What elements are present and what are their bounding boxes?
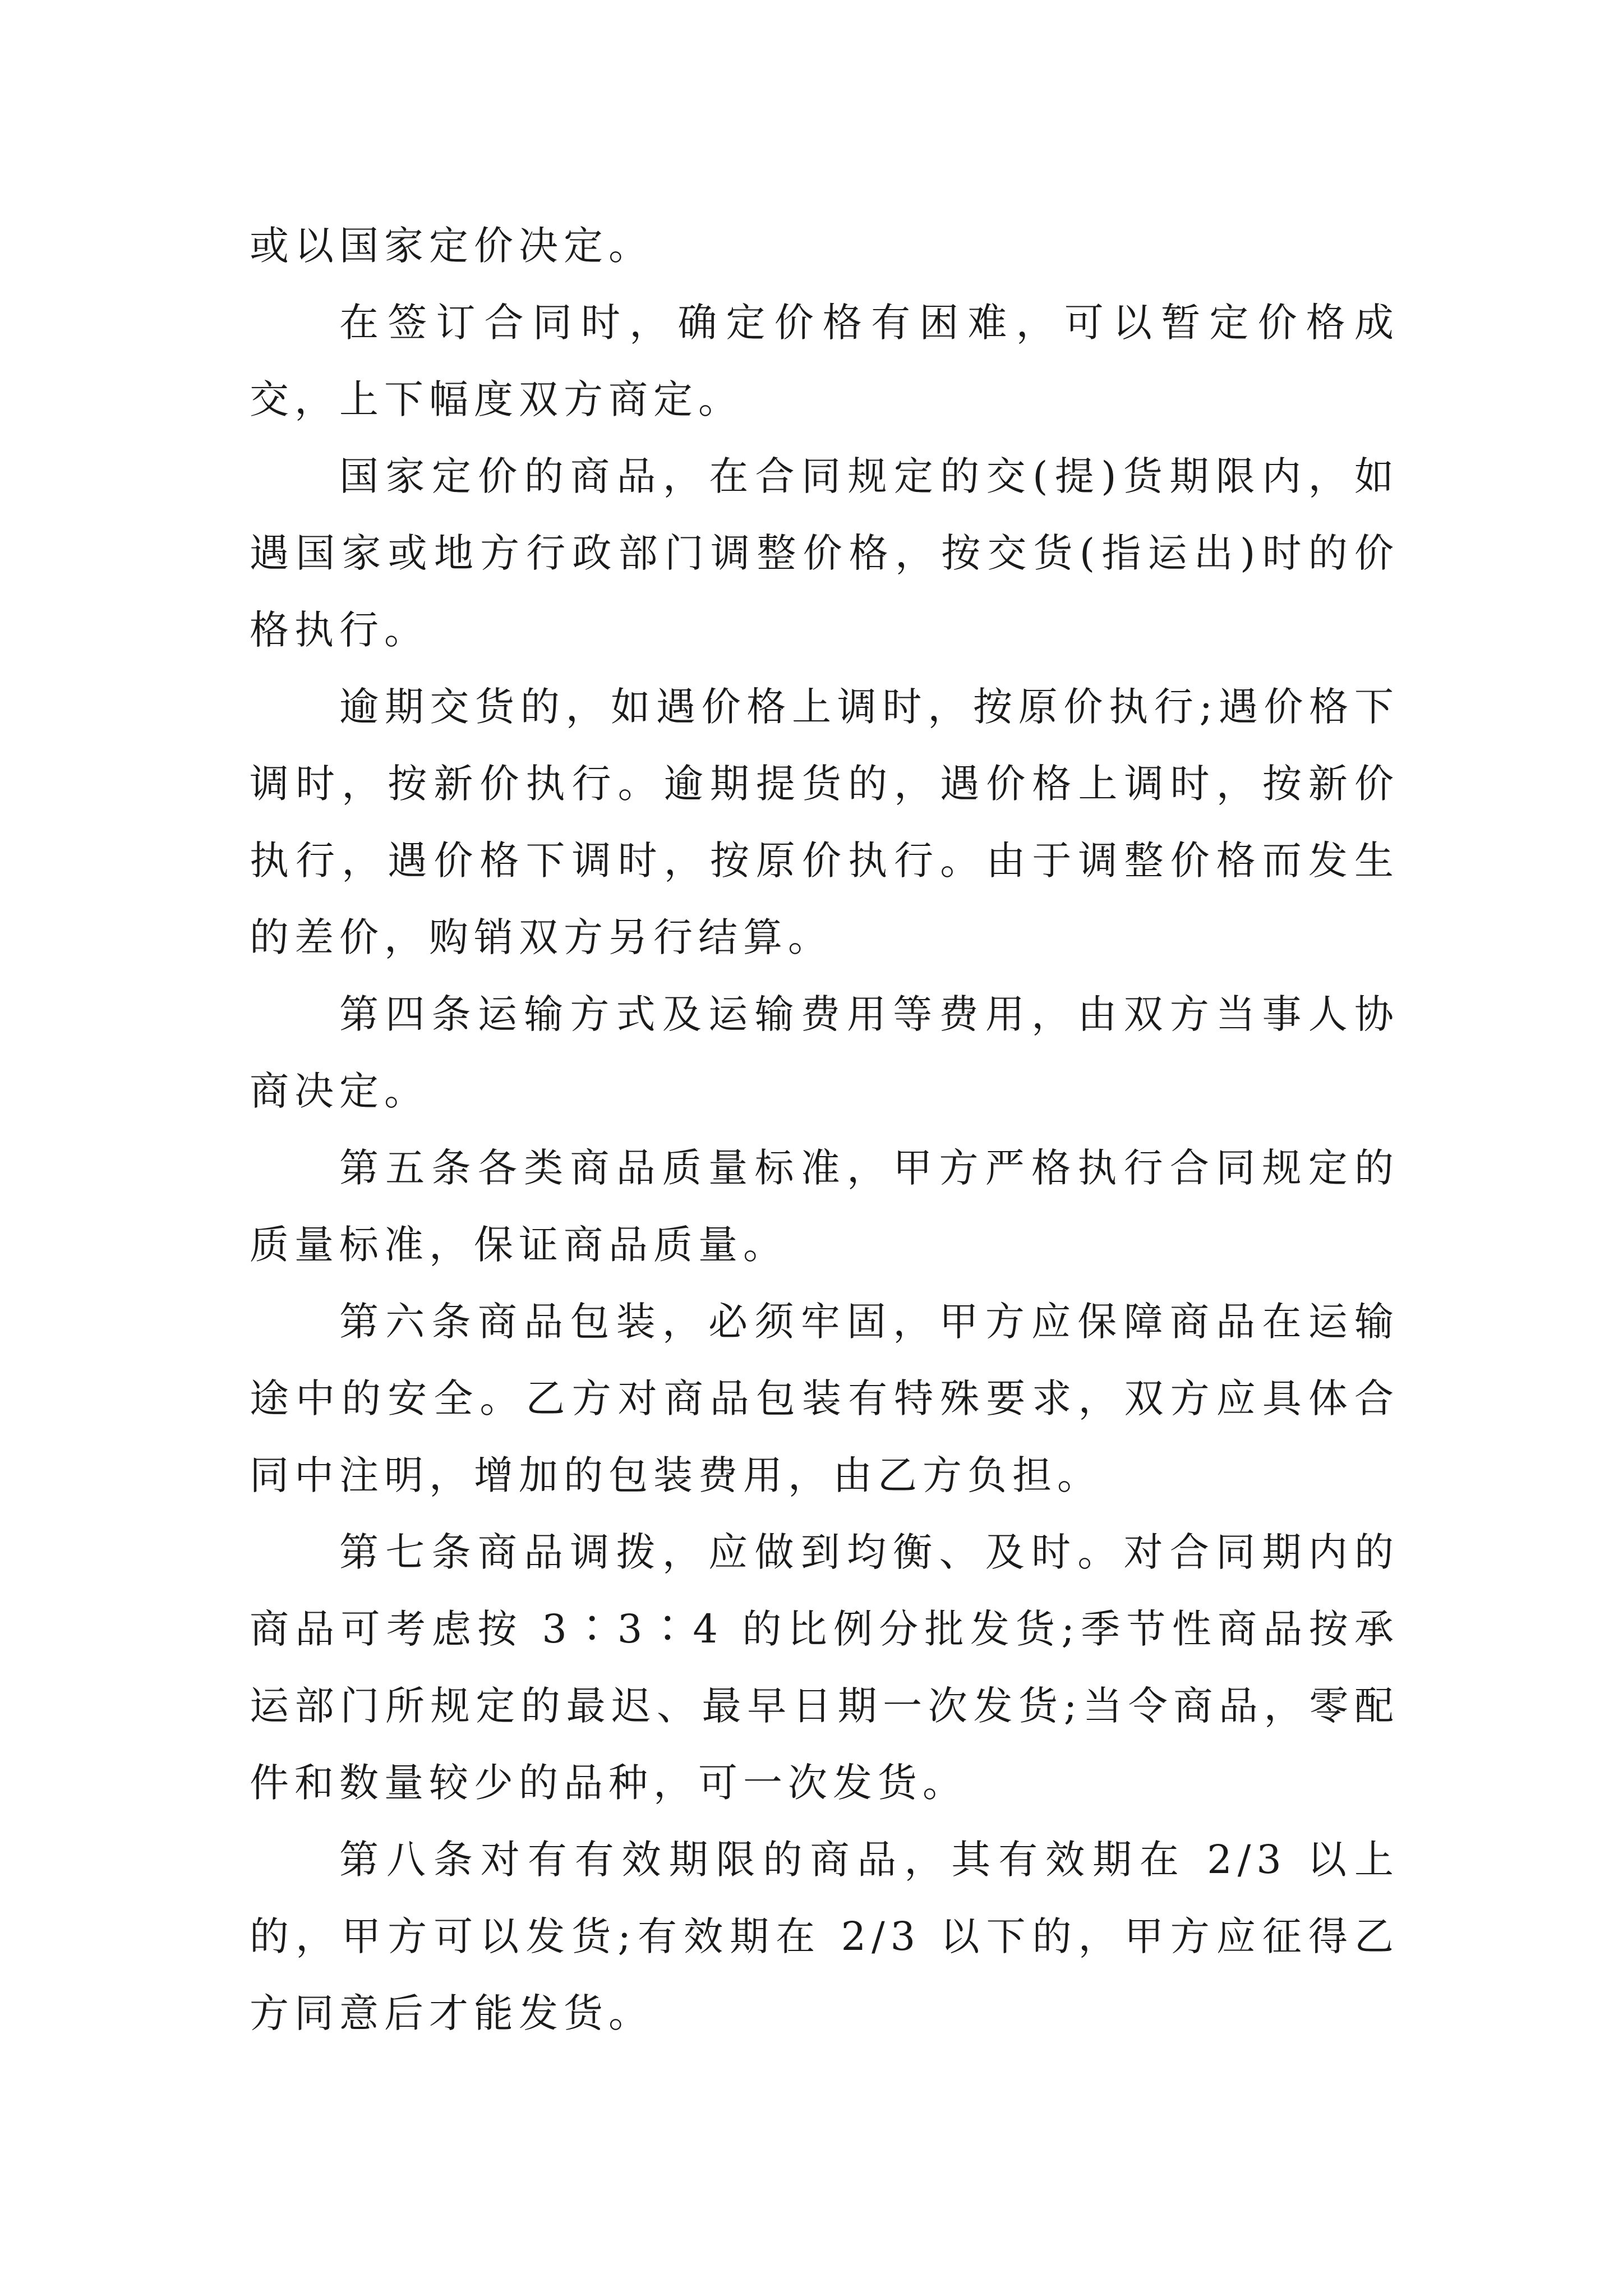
paragraph-state-pricing: 国家定价的商品，在合同规定的交(提)货期限内，如遇国家或地方行政部门调整价格，按交货(指运出)时的价格执行。 bbox=[250, 453, 1399, 653]
paragraph-overdue-delivery: 逾期交货的，如遇价格上调时，按原价执行;遇价格下调时，按新价执行。逾期提货的，遇价格上调时，按新价执行，遇价格下调时，按原价执行。由于调整价格而发生的差价，购销双方另行结算。 bbox=[250, 684, 1399, 960]
paragraph-article-7: 第七条商品调拨，应做到均衡、及时。对合同期内的商品可考虑按 3∶3∶4 的比例分批发货;季节性商品按承运部门所规定的最迟、最早日期一次发货;当令商品，零配件和数量较少的品种，可一次发货。 bbox=[250, 1529, 1399, 1806]
paragraph-continuation: 或以国家定价决定。 bbox=[250, 223, 653, 269]
paragraph-article-5: 第五条各类商品质量标准，甲方严格执行合同规定的质量标准，保证商品质量。 bbox=[250, 1145, 1399, 1268]
paragraph-article-4: 第四条运输方式及运输费用等费用，由双方当事人协商决定。 bbox=[250, 991, 1399, 1114]
paragraph-article-8: 第八条对有有效期限的商品，其有效期在 2/3 以上的，甲方可以发货;有效期在 2/3 以下的，甲方应征得乙方同意后才能发货。 bbox=[250, 1837, 1399, 2036]
document-body bbox=[250, 208, 1399, 2052]
paragraph-price-negotiation: 在签订合同时，确定价格有困难，可以暂定价格成交，上下幅度双方商定。 bbox=[250, 300, 1399, 422]
paragraph-article-6: 第六条商品包装，必须牢固，甲方应保障商品在运输途中的安全。乙方对商品包装有特殊要求，双方应具体合同中注明，增加的包装费用，由乙方负担。 bbox=[250, 1299, 1399, 1498]
